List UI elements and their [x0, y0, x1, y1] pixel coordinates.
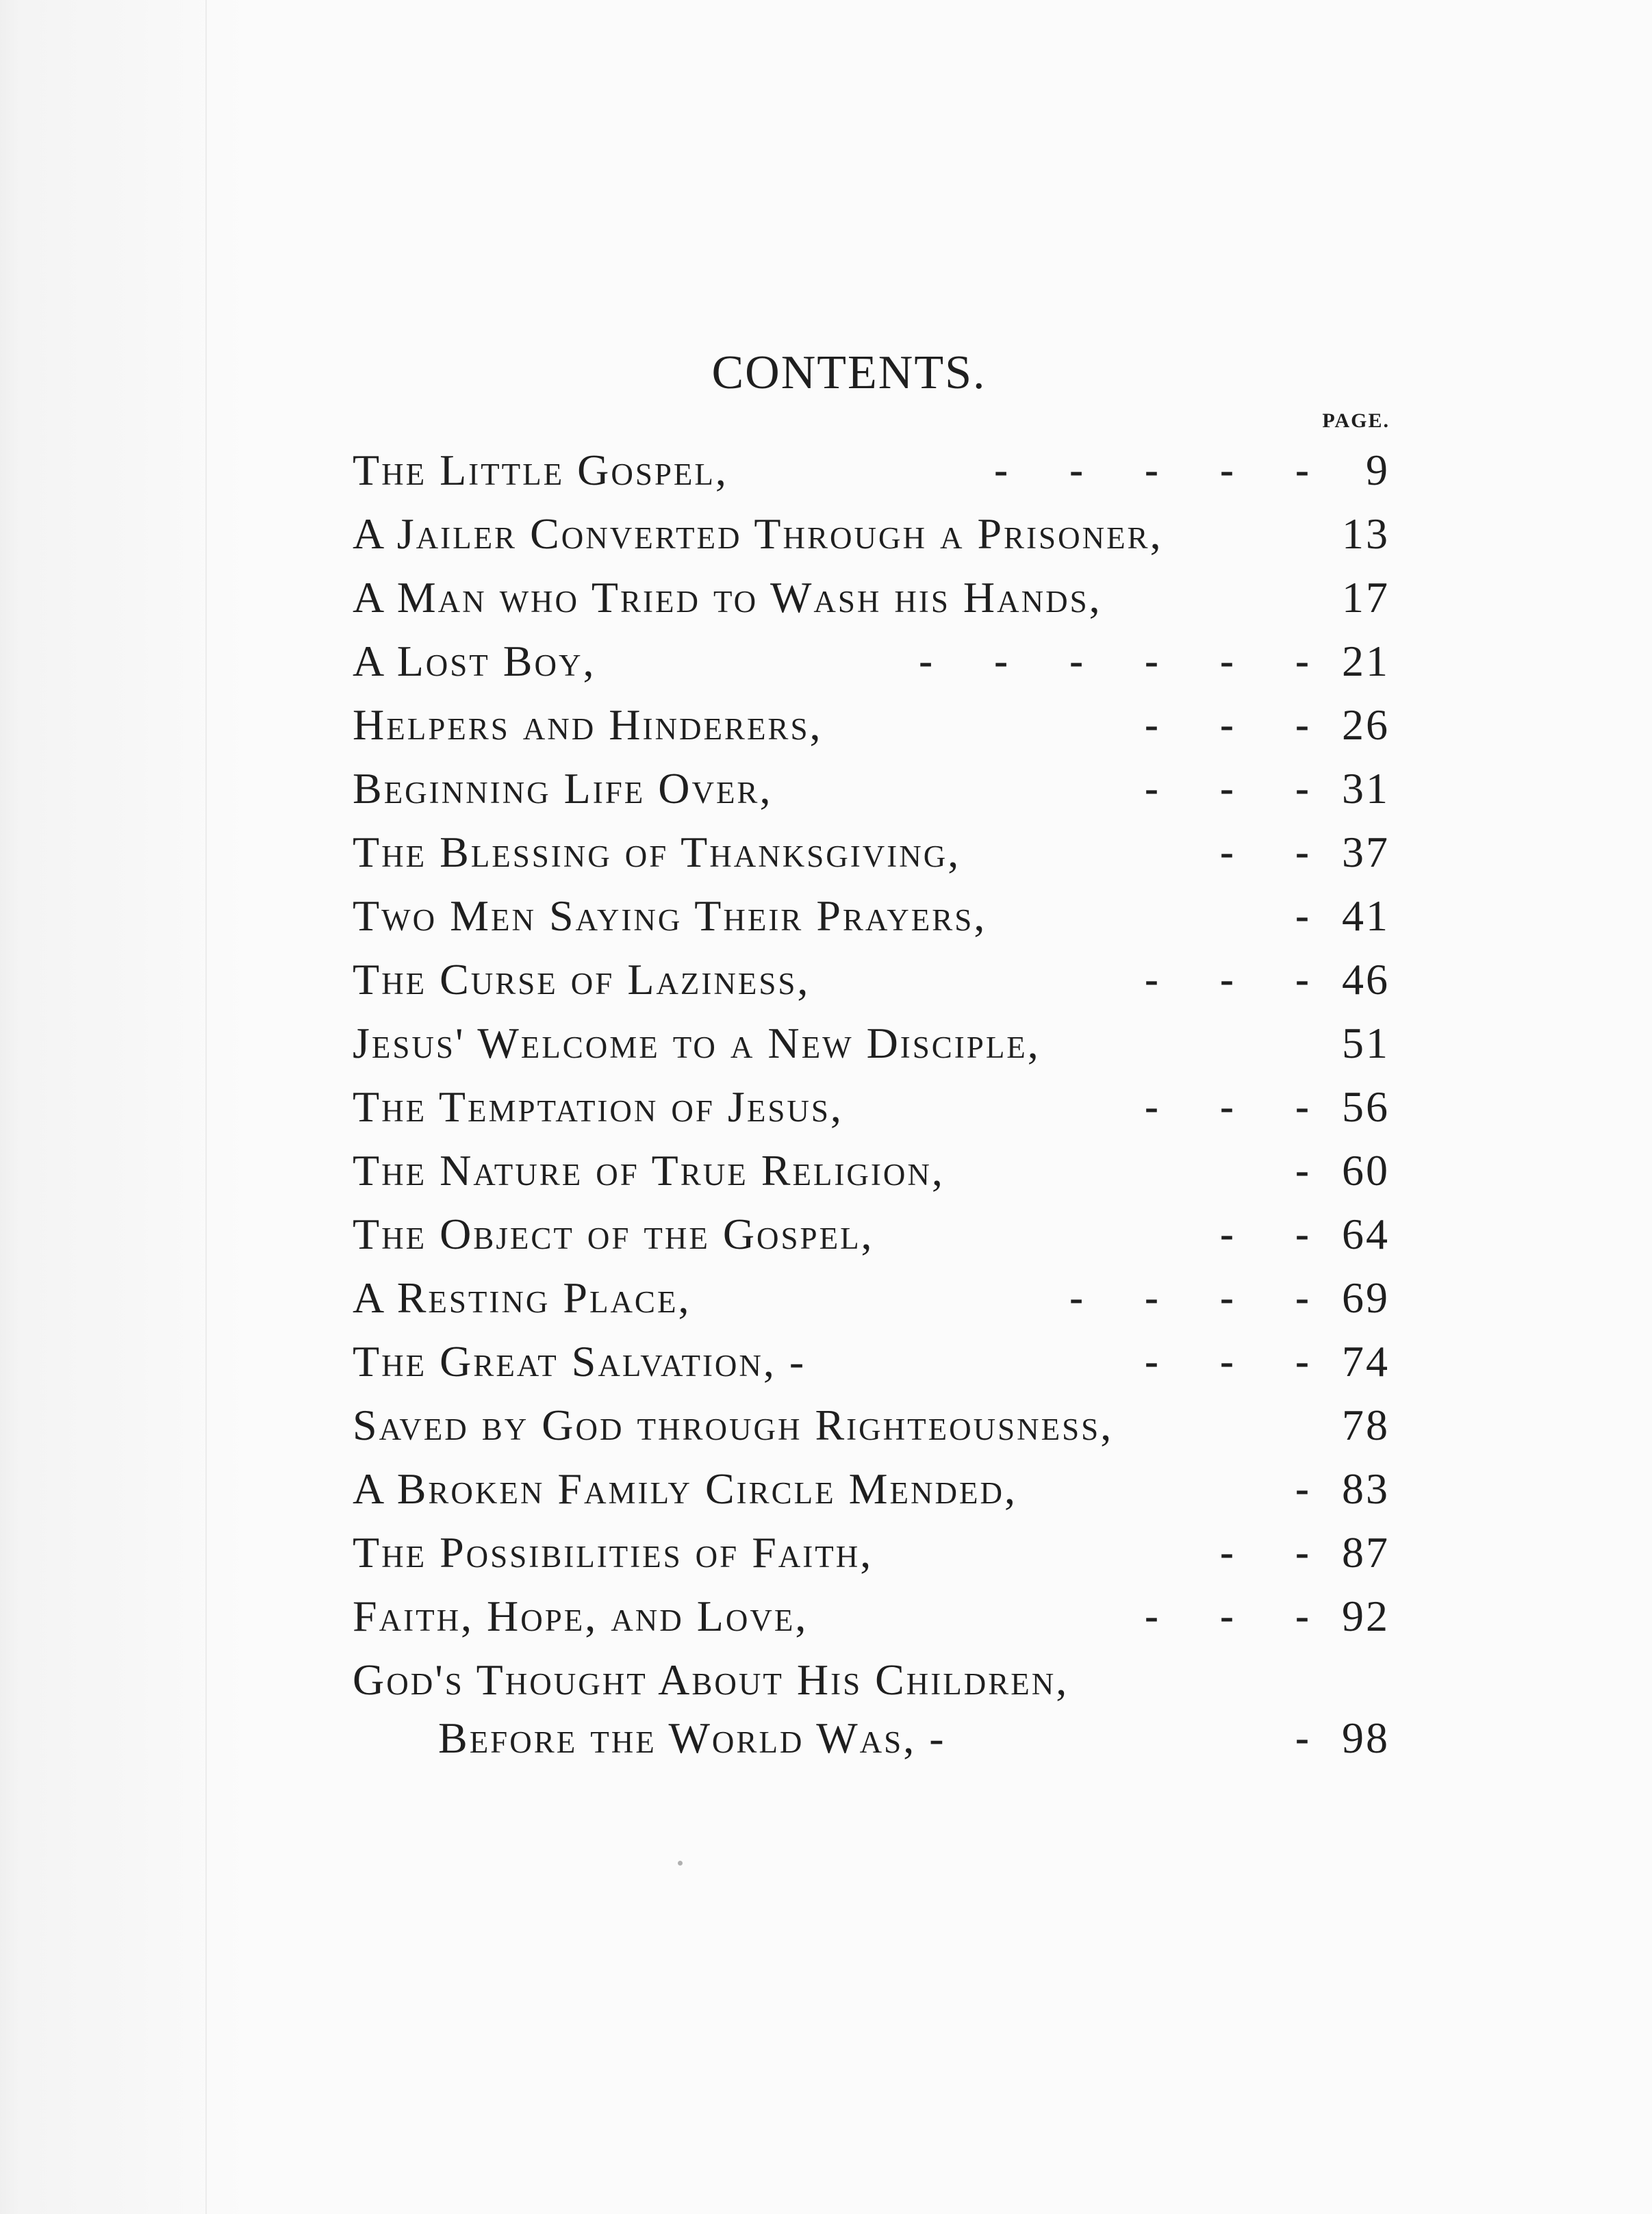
- page-title: CONTENTS.: [711, 346, 987, 399]
- contents-entry: [353, 565, 1390, 629]
- entry-leader: - -: [1220, 829, 1309, 874]
- entry-leader: -: [1295, 1715, 1309, 1760]
- entry-title: The Little Gospel,: [353, 446, 728, 494]
- entry-page-number: 31: [1342, 764, 1390, 813]
- entry-title: The Object of the Gospel,: [353, 1210, 874, 1258]
- entry-page-number: 13: [1342, 509, 1390, 558]
- entry-title: Jesus' Welcome to a New Disciple,: [353, 1019, 1041, 1067]
- entry-page-number: 69: [1342, 1273, 1390, 1322]
- entry-leader: -: [1295, 1147, 1309, 1193]
- entry-page-number: 98: [1342, 1714, 1390, 1762]
- contents-entry: [353, 693, 1390, 756]
- contents-entry: [353, 1202, 1390, 1266]
- entry-leader: - - -: [1145, 1084, 1309, 1129]
- page-binding-shadow: [0, 0, 246, 2214]
- page-column-label: PAGE.: [1322, 409, 1390, 432]
- entry-title: A Lost Boy,: [353, 637, 596, 685]
- entry-page-number: 74: [1342, 1337, 1390, 1386]
- entry-page-number: 51: [1342, 1019, 1390, 1067]
- entry-leader: -: [1295, 893, 1309, 938]
- entry-leader: - - -: [1145, 1338, 1309, 1384]
- entry-page-number: 41: [1342, 891, 1390, 940]
- contents-entry: [353, 820, 1390, 884]
- entry-title: The Great Salvation, -: [353, 1337, 806, 1386]
- entry-title: The Nature of True Religion,: [353, 1146, 945, 1195]
- contents-entry: [353, 1393, 1390, 1457]
- entry-title: Helpers and Hinderers,: [353, 700, 823, 749]
- entry-page-number: 26: [1342, 700, 1390, 749]
- entry-page-number: 78: [1342, 1401, 1390, 1449]
- entry-leader: - - -: [1145, 702, 1309, 747]
- entry-title-line-2: Before the World Was, -: [438, 1714, 946, 1762]
- contents-list: [353, 438, 1390, 1770]
- contents-entry: [353, 1266, 1390, 1329]
- entry-leader: - - -: [1145, 765, 1309, 811]
- contents-entry: [353, 1011, 1390, 1075]
- contents-entry: [353, 884, 1390, 947]
- entry-title: A Jailer Converted Through a Prisoner,: [353, 509, 1163, 558]
- entry-leader: - - - - - -: [919, 638, 1309, 683]
- entry-page-number: 46: [1342, 955, 1390, 1004]
- contents-entry: [353, 1329, 1390, 1393]
- entry-page-number: 56: [1342, 1082, 1390, 1131]
- contents-entry: [353, 1457, 1390, 1520]
- contents-entry: [353, 756, 1390, 820]
- entry-title: A Broken Family Circle Mended,: [353, 1464, 1017, 1513]
- entry-leader: - -: [1220, 1529, 1309, 1575]
- entry-page-number: 87: [1342, 1528, 1390, 1577]
- entry-leader: -: [1295, 1466, 1309, 1511]
- contents-entry: [353, 629, 1390, 693]
- entry-title: The Possibilities of Faith,: [353, 1528, 874, 1577]
- entry-title: Faith, Hope, and Love,: [353, 1592, 809, 1640]
- entry-title: [353, 1648, 1069, 1770]
- contents-entry: [353, 1138, 1390, 1202]
- entry-page-number: 37: [1342, 828, 1390, 876]
- entry-page-number: 64: [1342, 1210, 1390, 1258]
- entry-leader: - - -: [1145, 956, 1309, 1002]
- entry-title: Saved by God through Righteousness,: [353, 1401, 1114, 1449]
- page-fold-line: [205, 0, 207, 2214]
- entry-leader: - - - -: [1069, 1275, 1309, 1320]
- entry-title: The Blessing of Thanksgiving,: [353, 828, 961, 876]
- contents-entry-two-line: [353, 1648, 1390, 1770]
- entry-leader: - - -: [1145, 1593, 1309, 1638]
- entry-title-line-1: God's Thought About His Children,: [353, 1655, 1069, 1704]
- entry-page-number: 17: [1342, 573, 1390, 622]
- entry-page-number: 60: [1342, 1146, 1390, 1195]
- entry-title: A Man who Tried to Wash his Hands,: [353, 573, 1102, 622]
- entry-page-number: 92: [1342, 1592, 1390, 1640]
- entry-title: Beginning Life Over,: [353, 764, 773, 813]
- entry-page-number: 9: [1366, 446, 1390, 494]
- entry-title: The Temptation of Jesus,: [353, 1082, 843, 1131]
- entry-leader: - - - - -: [994, 447, 1309, 492]
- entry-page-number: 21: [1342, 637, 1390, 685]
- contents-entry: [353, 502, 1390, 565]
- entry-page-number: 83: [1342, 1464, 1390, 1513]
- entry-leader: - -: [1220, 1211, 1309, 1256]
- contents-entry: [353, 1584, 1390, 1648]
- entry-title: The Curse of Laziness,: [353, 955, 811, 1004]
- contents-entry: [353, 947, 1390, 1011]
- table-of-contents: [353, 342, 1390, 1770]
- contents-entry: [353, 438, 1390, 502]
- entry-title: A Resting Place,: [353, 1273, 691, 1322]
- contents-entry: [353, 1075, 1390, 1138]
- paper-speck: [678, 1861, 683, 1866]
- contents-entry: [353, 1520, 1390, 1584]
- entry-title: Two Men Saying Their Prayers,: [353, 891, 987, 940]
